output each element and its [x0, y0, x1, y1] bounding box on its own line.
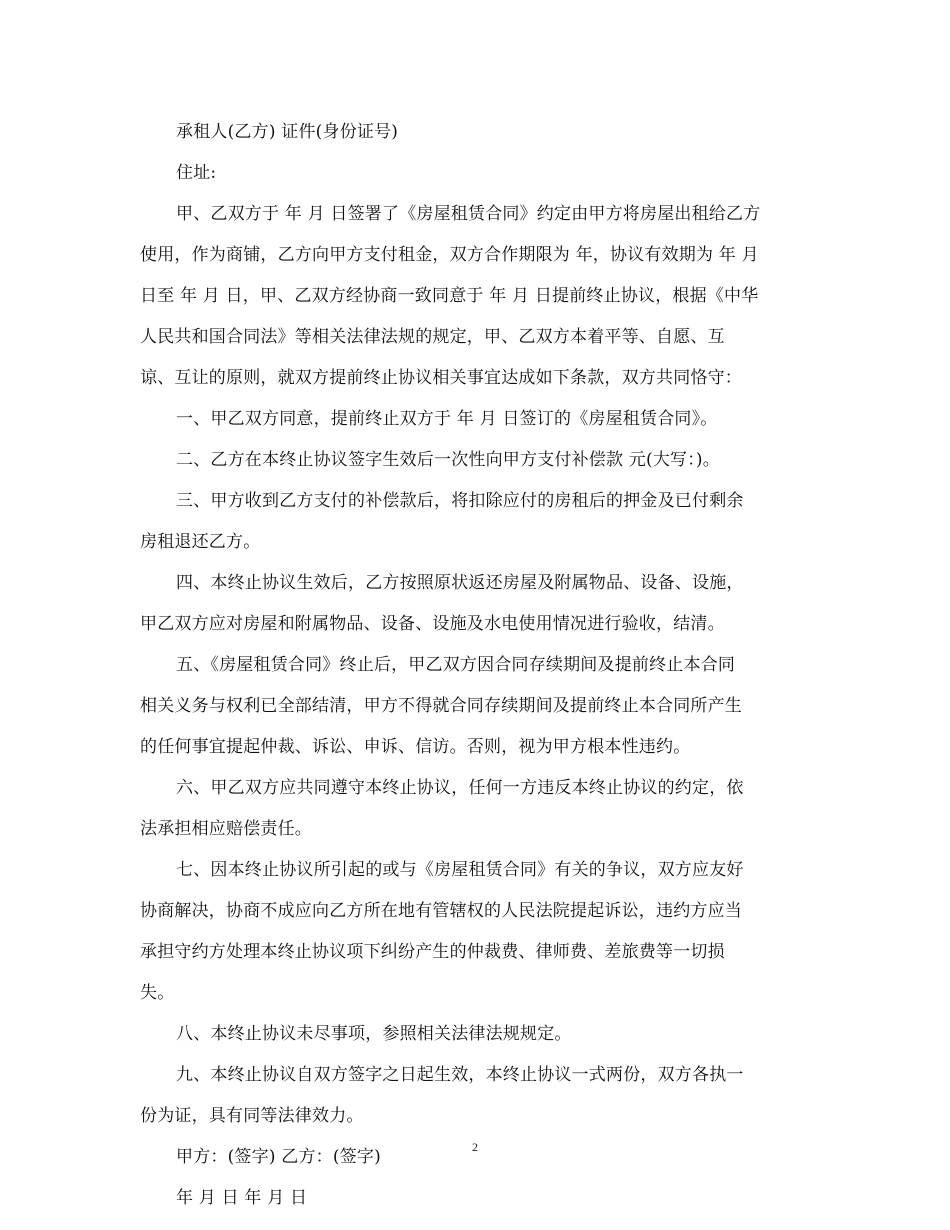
text-line: 相关义务与权利已全部结清，甲方不得就合同存续期间及提前终止本合同所产生: [140, 696, 742, 716]
text-line: 甲乙双方应对房屋和附属物品、设备、设施及水电使用情况进行验收，结清。: [140, 614, 725, 634]
text-line: 房租退还乙方。: [140, 532, 261, 552]
document-body: [140, 112, 815, 1219]
text-line: 承租人(乙方) 证件(身份证号): [176, 122, 399, 142]
text-line: 使用，作为商铺，乙方向甲方支付租金，双方合作期限为 年，协议有效期为 年 月: [140, 245, 759, 265]
text-line: 协商解决，协商不成应向乙方所在地有管辖权的人民法院提起诉讼，违约方应当: [140, 901, 742, 921]
text-line: 的任何事宜提起仲裁、诉讼、申诉、信访。否则，视为甲方根本性违约。: [140, 737, 691, 757]
text-line: 法承担相应赔偿责任。: [140, 819, 312, 839]
text-line: 日至 年 月 日，甲、乙双方经协商一致同意于 年 月 日提前终止协议，根据《中华: [140, 286, 759, 306]
text-line: 七、因本终止协议所引起的或与《房屋租赁合同》有关的争议，双方应友好: [176, 860, 744, 880]
text-line: 承担守约方处理本终止协议项下纠纷产生的仲裁费、律师费、差旅费等一切损: [140, 942, 725, 962]
text-line: 失。: [140, 983, 175, 1003]
text-line: 谅、互让的原则，就双方提前终止协议相关事宜达成如下条款，双方共同恪守：: [140, 368, 742, 388]
text-line: 四、本终止协议生效后，乙方按照原状返还房屋及附属物品、设备、设施，: [176, 573, 744, 593]
text-line: 六、甲乙双方应共同遵守本终止协议，任何一方违反本终止协议的约定，依: [176, 778, 744, 798]
text-line: 三、甲方收到乙方支付的补偿款后，将扣除应付的房租后的押金及已付剩余: [176, 491, 744, 511]
text-line: 份为证，具有同等法律效力。: [140, 1106, 364, 1126]
text-line: 甲、乙双方于 年 月 日签署了《房屋租赁合同》约定由甲方将房屋出租给乙方: [176, 204, 761, 224]
text-line: 九、本终止协议自双方签字之日起生效，本终止协议一式两份，双方各执一: [176, 1065, 744, 1085]
text-line: 甲方：(签字) 乙方：(签字): [176, 1147, 381, 1167]
text-line: 八、本终止协议未尽事项，参照相关法律法规规定。: [176, 1024, 572, 1044]
text-line: 一、甲乙双方同意，提前终止双方于 年 月 日签订的《房屋租赁合同》。: [176, 409, 718, 429]
text-line: 二、乙方在本终止协议签字生效后一次性向甲方支付补偿款 元(大写：)。: [176, 450, 720, 470]
text-line: 住址:: [176, 163, 217, 183]
text-line: 年 月 日 年 月 日: [176, 1188, 308, 1208]
page-number: 2: [472, 1140, 478, 1154]
text-line: 五、《房屋租赁合同》终止后，甲乙双方因合同存续期间及提前终止本合同: [176, 655, 736, 675]
text-line: 人民共和国合同法》等相关法律法规的规定，甲、乙双方本着平等、自愿、互: [140, 327, 725, 347]
